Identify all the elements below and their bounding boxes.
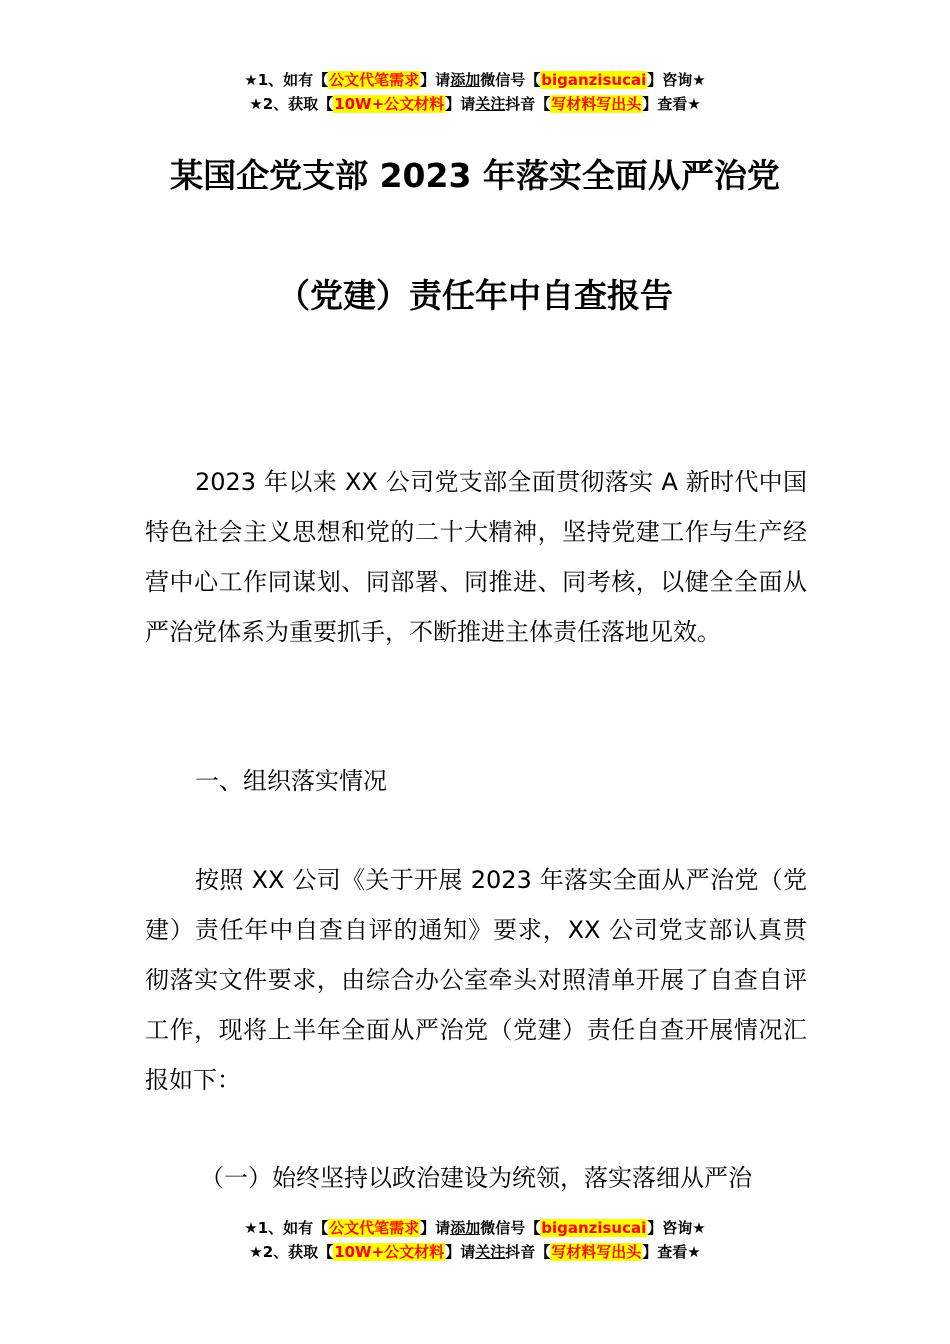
highlight-douyin-id: 写材料写出头 xyxy=(551,1243,642,1261)
banner-line-1-footer: ★1、如有【公文代笔需求】请添加微信号【biganzisucai】咨询★ xyxy=(244,1219,706,1237)
highlight-douyin-id: 写材料写出头 xyxy=(551,95,642,113)
banner-line-2-footer: ★2、获取【10W+公文材料】请关注抖音【写材料写出头】查看★ xyxy=(249,1243,701,1261)
banner-line-1: ★1、如有【公文代笔需求】请添加微信号【biganzisucai】咨询★ xyxy=(244,71,706,89)
document-title-line-1: 某国企党支部 2023 年落实全面从严治党 xyxy=(170,156,780,195)
paragraph-intro: 2023 年以来 XX 公司党支部全面贯彻落实 A 新时代中国特色社会主义思想和党的二十大精神，坚持党建工作与生产经营中心工作同谋划、同部署、同推进、同考核，以健全全面从严治党体系为重要抓手，不断推进主体责任落地见效。 xyxy=(145,468,807,646)
highlight-materials: 10W+公文材料 xyxy=(334,95,445,113)
section-heading-1: 一、组织落实情况 xyxy=(195,767,387,795)
header-banner xyxy=(0,68,950,116)
highlight-wechat-id: biganzisucai xyxy=(541,1219,647,1237)
highlight-materials: 10W+公文材料 xyxy=(334,1243,445,1261)
highlight-service: 公文代笔需求 xyxy=(329,1219,420,1237)
paragraph-organization: 按照 XX 公司《关于开展 2023 年落实全面从严治党（党建）责任年中自查自评的通知》要求，XX 公司党支部认真贯彻落实文件要求，由综合办公室牵头对照清单开展了自查自评工作，现将上半年全面从严治党（党建）责任自查开展情况汇报如下： xyxy=(145,866,807,1094)
subsection-heading-1: （一）始终坚持以政治建设为统领，落实落细从严治 xyxy=(200,1164,752,1192)
document-title-line-2: （党建）责任年中自查报告 xyxy=(277,276,673,315)
highlight-service: 公文代笔需求 xyxy=(329,71,420,89)
footer-banner xyxy=(0,1216,950,1264)
banner-line-2: ★2、获取【10W+公文材料】请关注抖音【写材料写出头】查看★ xyxy=(249,95,701,113)
highlight-wechat-id: biganzisucai xyxy=(541,71,647,89)
